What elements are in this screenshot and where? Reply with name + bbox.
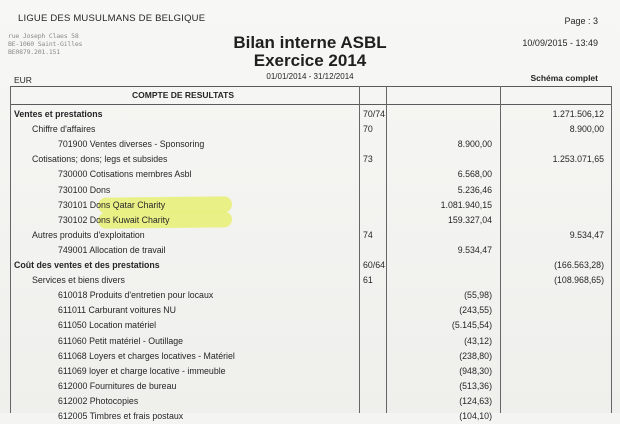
table-row xyxy=(0,288,620,303)
account-label: 612002 Photocopies xyxy=(58,395,139,406)
document-title: Bilan interne ASBL xyxy=(233,33,387,52)
table-row xyxy=(0,303,620,318)
table-row xyxy=(0,394,620,409)
detail-amount: (513,36) xyxy=(459,380,492,391)
account-label: 611050 Location matériel xyxy=(58,320,157,331)
print-datetime: 10/09/2015 - 13:49 xyxy=(522,38,598,48)
total-amount: 8.900,00 xyxy=(569,124,604,135)
table-row xyxy=(0,152,620,167)
account-code: 61 xyxy=(363,275,373,286)
detail-amount: (55,98) xyxy=(464,290,492,301)
table-row xyxy=(0,198,620,213)
table-header: COMPTE DE RESULTATS xyxy=(132,90,234,100)
account-label: 611069 loyer et charge locative - immeuble xyxy=(58,365,226,376)
account-label: Chiffre d'affaires xyxy=(32,124,96,135)
account-label: 730101 Dons Qatar Charity xyxy=(58,199,166,210)
account-label: 612005 Timbres et frais postaux xyxy=(58,411,184,421)
table-row xyxy=(0,409,620,424)
detail-amount: (124,63) xyxy=(459,395,492,406)
schema-label: Schéma complet xyxy=(530,73,598,83)
account-label: Coût des ventes et des prestations xyxy=(14,260,160,270)
account-label: 611068 Loyers et charges locatives - Matériel xyxy=(58,350,235,361)
account-label: 701900 Ventes diverses - Sponsoring xyxy=(58,139,205,150)
table-header-rule xyxy=(10,104,612,105)
detail-amount: (5.145,54) xyxy=(451,320,492,331)
total-amount: (166.563,28) xyxy=(554,260,604,270)
total-amount: 1.271.506,12 xyxy=(552,109,604,119)
detail-amount: (238,80) xyxy=(459,350,492,361)
table-row xyxy=(0,334,620,349)
period-range: 01/01/2014 - 31/12/2014 xyxy=(266,72,354,81)
table-row xyxy=(0,183,620,198)
account-label: 730000 Cotisations membres Asbl xyxy=(58,169,192,180)
account-label: Autres produits d'exploitation xyxy=(32,229,145,240)
table-row xyxy=(0,379,620,394)
account-label: Services et biens divers xyxy=(32,275,125,286)
organization-name: LIGUE DES MUSULMANS DE BELGIQUE xyxy=(18,13,206,24)
detail-amount: 9.534,47 xyxy=(457,244,492,255)
total-amount: 9.534,47 xyxy=(569,229,604,240)
detail-amount: (243,55) xyxy=(459,305,492,316)
account-label: 730102 Dons Kuwait Charity xyxy=(58,214,170,225)
table-top-rule xyxy=(10,86,612,87)
stamp-line: BE-1060 Saint-Gilles xyxy=(8,40,83,48)
account-label: Cotisations; dons; legs et subsides xyxy=(32,154,168,165)
detail-amount: (948,30) xyxy=(459,365,492,376)
detail-amount: 6.568,00 xyxy=(457,169,492,180)
detail-amount: 159.327,04 xyxy=(447,214,492,225)
table-row xyxy=(0,349,620,364)
account-label: 611011 Carburant voitures NU xyxy=(58,305,177,316)
currency-label: EUR xyxy=(14,75,32,85)
total-amount: 1.253.071,65 xyxy=(552,154,604,165)
table-row xyxy=(0,243,620,258)
table-row xyxy=(0,167,620,182)
account-label: 612000 Fournitures de bureau xyxy=(58,380,177,391)
detail-amount: 8.900,00 xyxy=(457,139,492,150)
total-amount: (108.968,65) xyxy=(554,275,604,286)
table-row xyxy=(0,258,620,273)
account-label: 749001 Allocation de travail xyxy=(58,244,166,255)
table-row xyxy=(0,318,620,333)
table-row xyxy=(0,213,620,228)
account-code: 74 xyxy=(363,229,373,240)
table-row xyxy=(0,364,620,379)
detail-amount: (43,12) xyxy=(464,335,492,346)
document-subtitle: Exercice 2014 xyxy=(253,51,367,70)
table-row xyxy=(0,273,620,288)
account-code: 73 xyxy=(363,154,373,165)
account-code: 60/64 xyxy=(363,260,386,270)
table-row xyxy=(0,228,620,243)
detail-amount: (104,10) xyxy=(459,411,492,421)
page-number: Page : 3 xyxy=(564,16,598,26)
detail-amount: 5.236,46 xyxy=(457,184,492,195)
detail-amount: 1.081.940,15 xyxy=(440,199,492,210)
account-code: 70/74 xyxy=(363,109,386,119)
table-row xyxy=(0,107,620,122)
stamp-line: rue Joseph Claes 58 xyxy=(8,32,79,40)
account-label: Ventes et prestations xyxy=(14,109,103,119)
account-label: 610018 Produits d'entretien pour locaux xyxy=(58,290,214,301)
table-row xyxy=(0,137,620,152)
account-label: 730100 Dons xyxy=(58,184,111,195)
table-row xyxy=(0,122,620,137)
stamp-line: BE0879.201.151 xyxy=(8,48,60,56)
account-code: 70 xyxy=(363,124,373,135)
account-label: 611060 Petit matériel - Outillage xyxy=(58,335,184,346)
